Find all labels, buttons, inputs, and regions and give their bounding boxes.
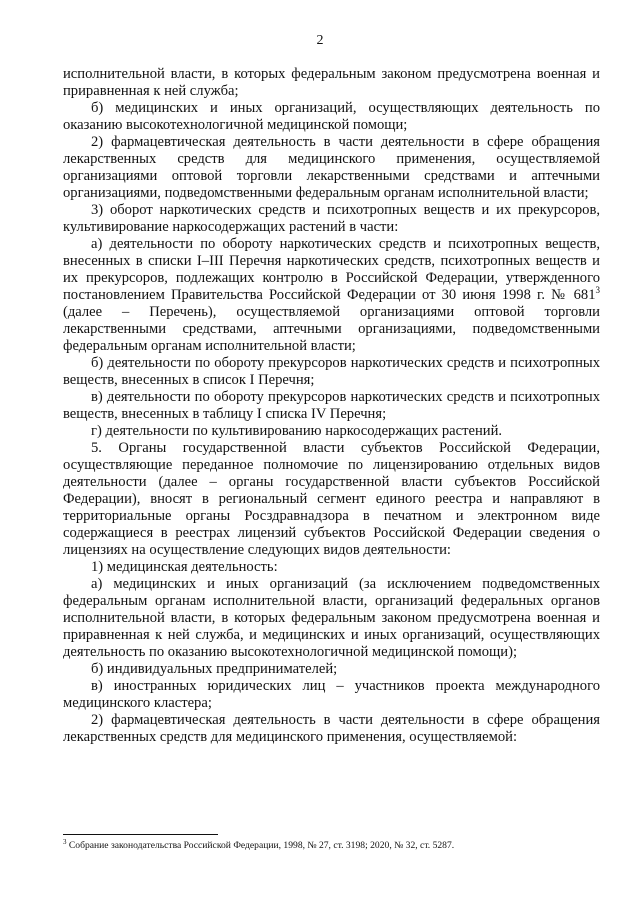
paragraph-text-continued: (далее – Перечень), осуществляемой организациями оптовой торговли лекарственными средствами, аптечными организациями, подведомственными федеральным органам исполнительной власти;: [63, 304, 600, 354]
paragraph: в) иностранных юридических лиц – участников проекта международного медицинского кластера;: [63, 678, 600, 711]
paragraph: 5. Органы государственной власти субъектов Российской Федерации, осуществляющие переданное полномочие по лицензированию отдельных видов деятельности (далее – органы государственной власти субъектов Российской Федерации), вносят в региональный сегмент единого реестра и направляют в территориальные органы Росздравнадзора в печатном и электронном виде содержащиеся в реестрах лицензий субъектов Российской Федерации сведения о лицензиях на осуществление следующих видов деятельности:: [63, 440, 600, 558]
footnote-divider: [63, 834, 218, 835]
paragraph: в) деятельности по обороту прекурсоров наркотических средств и психотропных веществ, внесенных в таблицу I списка IV Перечня;: [63, 389, 600, 422]
footnote-reference: 3: [595, 285, 600, 295]
paragraph: исполнительной власти, в которых федеральным законом предусмотрена военная и приравненная к ней служба;: [63, 66, 600, 99]
paragraph: 1) медицинская деятельность:: [91, 559, 278, 575]
footnote-mark: 3: [63, 838, 67, 846]
page-number: 2: [316, 33, 324, 48]
paragraph: 2) фармацевтическая деятельность в части деятельности в сфере обращения лекарственных средств для медицинского применения, осуществляемой:: [63, 712, 600, 745]
paragraph: 2) фармацевтическая деятельность в части деятельности в сфере обращения лекарственных средств для медицинского применения, осуществляемой организациями оптовой торговли лекарственными средствами и аптечными организациями, подведомственными федеральным органам исполнительной власти;: [63, 134, 600, 201]
paragraph: 3) оборот наркотических средств и психотропных веществ и их прекурсоров, культивирование наркосодержащих растений в части:: [63, 202, 600, 235]
paragraph: б) деятельности по обороту прекурсоров наркотических средств и психотропных веществ, внесенных в список I Перечня;: [63, 355, 600, 388]
footnote: [63, 840, 603, 852]
paragraph-with-footnote: [63, 236, 600, 355]
paragraph: а) медицинских и иных организаций (за исключением подведомственных федеральным органам исполнительной власти, организаций федеральных органов исполнительной власти, в которых федеральным законом предусмотрена военная и приравненная к ней служба, и медицинских и иных организаций, осуществляющих деятельность по оказанию высокотехнологичной медицинской помощи);: [63, 576, 600, 660]
paragraph: г) деятельности по культивированию наркосодержащих растений.: [91, 423, 503, 439]
paragraph: б) индивидуальных предпринимателей;: [91, 661, 338, 677]
paragraph-text: а) деятельности по обороту наркотических средств и психотропных веществ, внесенных в списки I–III Перечня наркотических средств, психотропных веществ и их прекурсоров, подлежащих контролю в Российской Федерации, утвержденного постановлением Правительства Российской Федерации от 30 июня 1998 г. № 681: [63, 236, 600, 303]
document-body: [63, 66, 600, 746]
paragraph: б) медицинских и иных организаций, осуществляющих деятельность по оказанию высокотехнологичной медицинской помощи;: [63, 100, 600, 133]
footnote-text: Собрание законодательства Российской Федерации, 1998, № 27, ст. 3198; 2020, № 32, ст. 5287.: [66, 840, 455, 851]
